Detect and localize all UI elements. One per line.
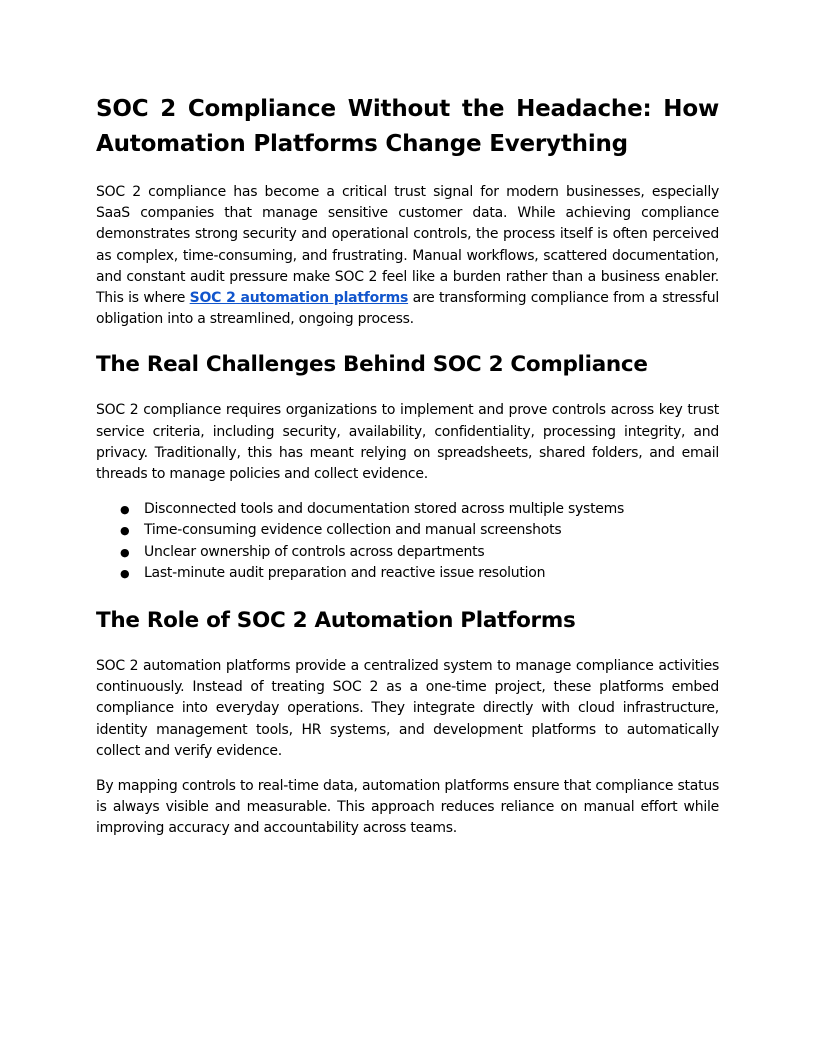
list-item-text: Unclear ownership of controls across departments <box>144 543 485 560</box>
bullet-icon: ● <box>120 503 130 517</box>
list-item <box>96 499 719 520</box>
soc2-automation-platforms-link[interactable]: SOC 2 automation platforms <box>189 290 409 307</box>
section-heading-automation-role: The Role of SOC 2 Automation Platforms <box>96 608 576 634</box>
automation-role-paragraph-1: SOC 2 automation platforms provide a centralized system to manage compliance activities continuously. Instead of treating SOC 2 as a one-time project, these platforms embed compliance into everyday operations. They integrate directly with cloud infrastructure, identity management tools, HR systems, and development platforms to automatically collect and verify evidence. <box>96 658 719 759</box>
list-item <box>96 542 719 563</box>
intro-text-before-link: SOC 2 compliance has become a critical trust signal for modern businesses, especially SaaS companies that manage sensitive customer data. While achieving compliance demonstrates strong security and operational controls, the process itself is often perceived as complex, time-consuming, and frustrating. Manual workflows, scattered documentation, and constant audit pressure make SOC 2 feel like a burden rather than a business enabler. This is where <box>96 184 719 307</box>
section-heading-challenges: The Real Challenges Behind SOC 2 Compliance <box>96 352 648 378</box>
intro-text-after-link: are transforming compliance from a stressful obligation into a streamlined, ongoing process. <box>96 290 720 328</box>
list-item <box>96 563 719 584</box>
document-title: SOC 2 Compliance Without the Headache: How Automation Platforms Change Everything <box>96 96 719 157</box>
bullet-icon: ● <box>120 524 130 538</box>
bullet-icon: ● <box>120 566 130 580</box>
bullet-icon: ● <box>120 545 130 559</box>
list-item-text: Disconnected tools and documentation stored across multiple systems <box>144 501 625 518</box>
list-item <box>96 520 719 541</box>
list-item-text: Time-consuming evidence collection and manual screenshots <box>144 522 562 539</box>
automation-role-paragraph-2: By mapping controls to real-time data, automation platforms ensure that compliance status is always visible and measurable. This approach reduces reliance on manual effort while improving accuracy and accountability across teams. <box>96 778 719 837</box>
challenges-bullet-list <box>96 499 719 584</box>
list-item-text: Last-minute audit preparation and reactive issue resolution <box>144 564 546 581</box>
challenges-paragraph: SOC 2 compliance requires organizations to implement and prove controls across key trust service criteria, including security, availability, confidentiality, processing integrity, and privacy. Traditionally, this has meant relying on spreadsheets, shared folders, and email threads to manage policies and collect evidence. <box>96 402 719 483</box>
intro-paragraph <box>96 182 719 330</box>
document-page <box>96 92 719 860</box>
